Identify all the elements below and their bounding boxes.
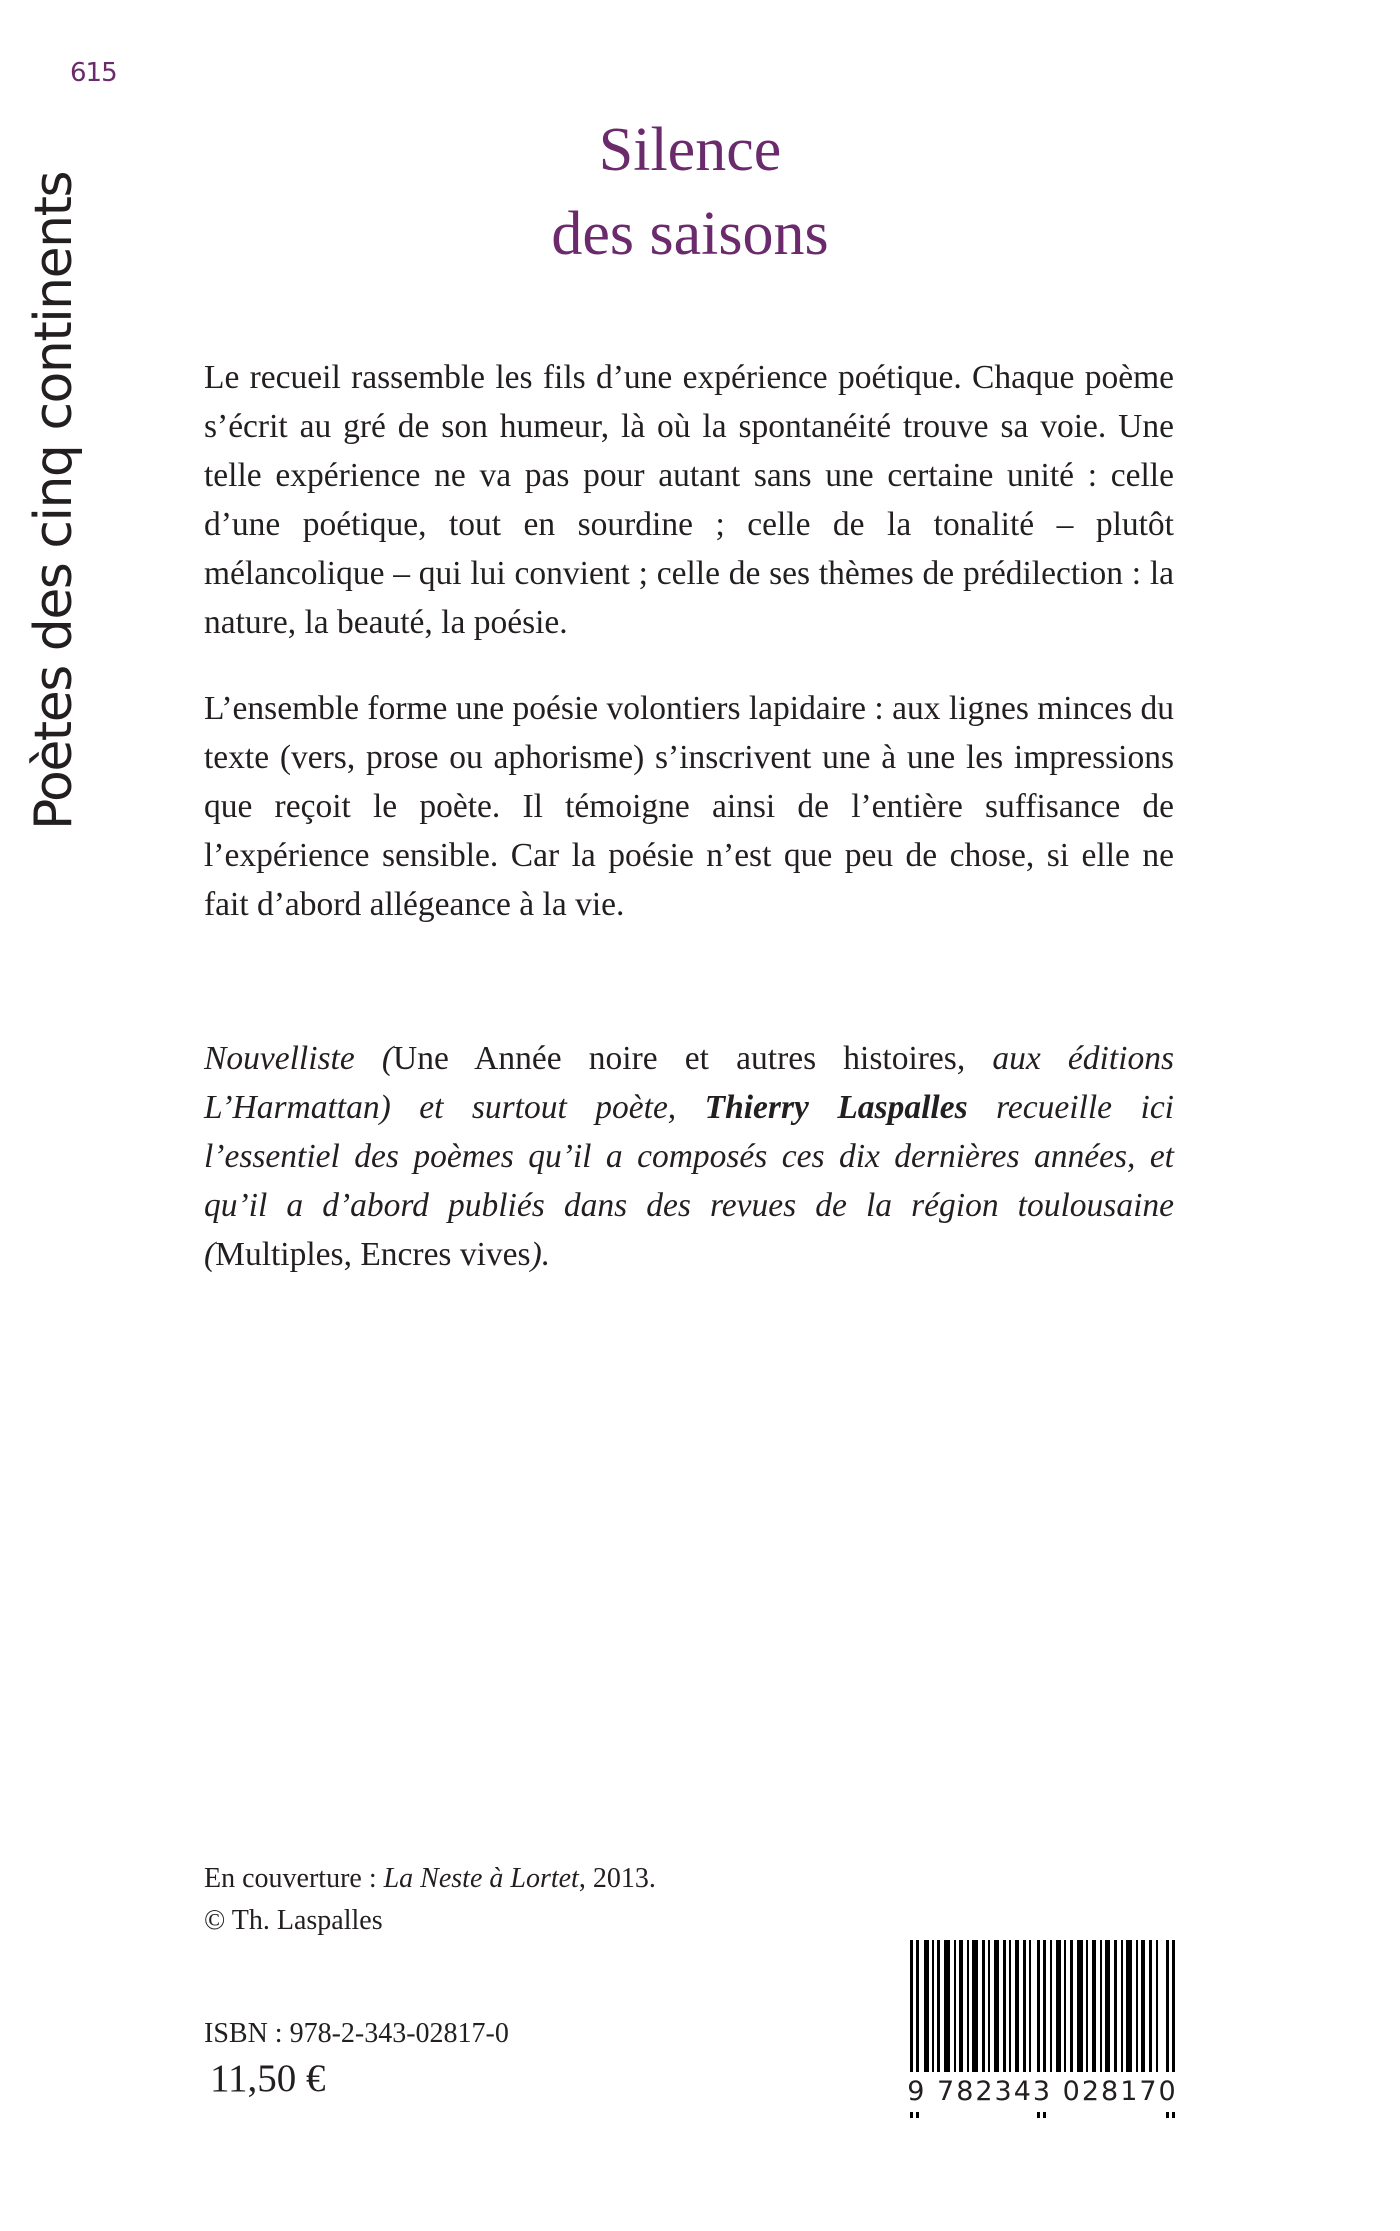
cover-artwork-title: La Neste à Lortet — [383, 1863, 579, 1894]
summary-paragraph-1: Le recueil rassemble les fils d’une expérience poétique. Chaque poème s’écrit au gré de son humeur, là où la spontanéité trouve sa voie. Une telle expérience ne va pas pour autant sans une certaine unité : celle d’une poétique, tout en sourdine ; celle de la tonalité – plutôt mélancolique – qui lui convient ; celle de ses thèmes de prédilection : la nature, la beauté, la poésie. — [204, 359, 1174, 641]
author-bio — [204, 1034, 1174, 1279]
bio-text-3: recueille ici l’essentiel des poèmes qu’il a composés ces dix dernières années, et qu’il a d’abord publiés dans des revues de la région toulousaine ( — [204, 1089, 1174, 1273]
bio-journals: Multiples, Encres vives — [215, 1236, 531, 1273]
bio-text-4: ). — [530, 1236, 551, 1273]
summary-paragraph-2: L’ensemble forme une poésie volontiers lapidaire : aux lignes minces du texte (vers, prose ou aphorisme) s’inscrivent une à une les impressions que reçoit le poète. Il témoigne ainsi de l’entière suffisance de l’expérience sensible. Car la poésie n’est que peu de chose, si elle ne fait d’abord allégeance à la vie. — [204, 690, 1174, 923]
bio-author-name: Thierry Laspalles — [704, 1089, 968, 1126]
isbn: ISBN : 978-2-343-02817-0 — [204, 2018, 509, 2049]
barcode-digits: 9 782343 028170 — [905, 2072, 1180, 2112]
book-title-line-1: Silence — [598, 116, 782, 184]
bio-text-1: Nouvelliste ( — [204, 1040, 394, 1077]
book-title-line-2: des saisons — [551, 200, 829, 268]
bio-text-2: , aux éditions L’Harmattan) et surtout poète, — [204, 1040, 1174, 1126]
cover-credits — [204, 1858, 656, 1942]
cover-caption-prefix: En couverture : — [204, 1863, 384, 1894]
cover-caption — [204, 1858, 656, 1900]
cover-copyright: © Th. Laspalles — [204, 1905, 383, 1936]
series-name: Poètes des cinq continents — [24, 171, 84, 830]
cover-caption-suffix: , 2013. — [578, 1863, 656, 1894]
price: 11,50 € — [210, 2057, 326, 2100]
series-number: 615 — [70, 58, 117, 88]
book-title — [380, 108, 1000, 276]
bio-book-title: Une Année noire et autres histoires — [393, 1040, 957, 1077]
